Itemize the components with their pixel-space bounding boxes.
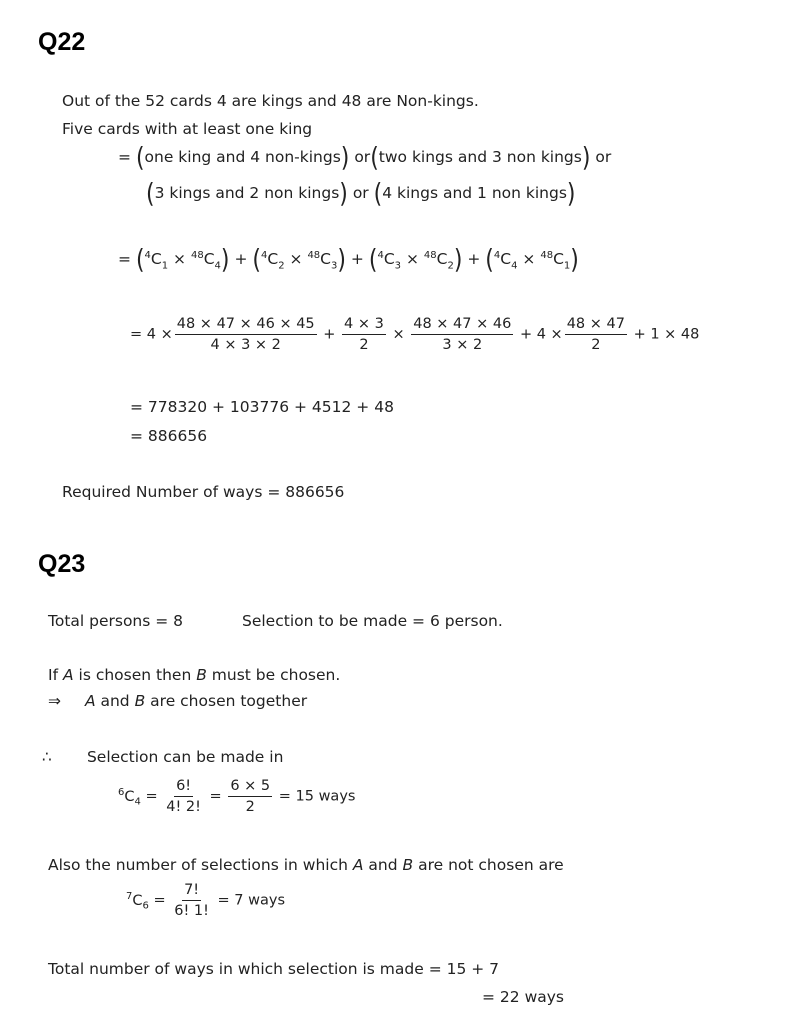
close-paren: ) bbox=[453, 245, 463, 276]
plus-sign: + bbox=[467, 250, 481, 268]
q22-title: Q22 bbox=[38, 28, 86, 56]
fraction-denominator: 6! 1! bbox=[174, 903, 209, 919]
comb-r: 2 bbox=[278, 260, 285, 272]
close-paren: ) bbox=[566, 179, 576, 210]
fraction-numerator: 48 × 47 × 46 bbox=[411, 316, 513, 335]
q23-7c6-line bbox=[126, 882, 285, 919]
plus-sign: + bbox=[350, 250, 364, 268]
comb-c: C bbox=[500, 250, 512, 268]
plus-sign: + bbox=[323, 326, 336, 343]
fraction-numerator: 4 × 3 bbox=[342, 316, 386, 335]
close-paren: ) bbox=[570, 245, 579, 276]
fraction-denominator: 2 bbox=[591, 337, 601, 353]
coefficient: 4 × bbox=[146, 326, 173, 343]
comb-c: C bbox=[203, 250, 215, 268]
var-b: B bbox=[134, 692, 146, 710]
comb-n: 7 bbox=[126, 890, 133, 902]
tail-term: + 1 × 48 bbox=[633, 326, 700, 343]
case-four-kings: 4 kings and 1 non kings bbox=[382, 184, 567, 202]
open-paren: ( bbox=[135, 245, 145, 276]
comb-r: 4 bbox=[511, 260, 518, 272]
open-paren: ( bbox=[370, 143, 379, 174]
fraction-4 bbox=[565, 316, 627, 353]
fraction-2 bbox=[342, 316, 386, 353]
q22-line-4 bbox=[146, 179, 576, 210]
comb-c: C bbox=[553, 250, 564, 268]
fraction-numerator: 7! bbox=[182, 882, 201, 901]
comb-r: 4 bbox=[214, 260, 221, 272]
comb-c: C bbox=[124, 788, 135, 805]
open-paren: ( bbox=[485, 245, 494, 276]
therefore-icon: ∴ bbox=[42, 748, 52, 766]
q22-answer-line: Required Number of ways = 886656 bbox=[62, 483, 345, 501]
fraction-6-factorial bbox=[164, 778, 203, 815]
or-word: or bbox=[354, 148, 371, 166]
comb-4c1 bbox=[145, 250, 169, 271]
fraction-denominator: 2 bbox=[245, 799, 255, 815]
text-not-chosen: are not chosen are bbox=[418, 856, 564, 874]
comb-c: C bbox=[383, 250, 395, 268]
q23-implies-line bbox=[48, 692, 307, 710]
close-paren: ) bbox=[339, 179, 348, 210]
var-a: A bbox=[352, 856, 364, 874]
comb-48c4 bbox=[191, 250, 221, 271]
equals-sign: = bbox=[118, 250, 131, 268]
comb-r: 3 bbox=[331, 260, 338, 272]
fraction-denominator: 4! 2! bbox=[166, 799, 201, 815]
comb-4c4 bbox=[494, 250, 518, 271]
times-sign: × bbox=[405, 250, 419, 268]
var-b: B bbox=[196, 666, 207, 684]
q23-also-line bbox=[48, 856, 564, 874]
close-paren: ) bbox=[220, 245, 230, 276]
var-a: A bbox=[84, 692, 96, 710]
comb-r: 6 bbox=[142, 900, 149, 912]
times-sign: × bbox=[289, 250, 303, 268]
comb-n: 4 bbox=[144, 249, 151, 261]
result-7-ways: = 7 ways bbox=[217, 892, 286, 909]
equals-sign: = bbox=[209, 788, 222, 805]
text-and: and bbox=[368, 856, 398, 874]
text-chosen-then: is chosen then bbox=[78, 666, 192, 684]
equals-sign: = bbox=[130, 326, 143, 343]
q23-6c4-line bbox=[118, 778, 355, 815]
comb-r: 3 bbox=[394, 260, 402, 272]
fraction-numerator: 6! bbox=[174, 778, 193, 797]
comb-48c3 bbox=[307, 250, 337, 271]
q22-sum-line: = 778320 + 103776 + 4512 + 48 bbox=[130, 398, 394, 416]
comb-n: 48 bbox=[423, 249, 437, 261]
fraction-3 bbox=[411, 316, 513, 353]
equals-sign: = bbox=[153, 892, 166, 909]
equals-sign: = bbox=[145, 788, 158, 805]
comb-r: 1 bbox=[161, 260, 169, 272]
times-sign: × bbox=[173, 250, 187, 268]
comb-n: 4 bbox=[260, 249, 268, 261]
comb-n: 6 bbox=[118, 786, 125, 798]
fraction-numerator: 48 × 47 bbox=[565, 316, 627, 335]
comb-r: 4 bbox=[134, 796, 141, 808]
fraction-denominator: 2 bbox=[359, 337, 369, 353]
comb-4c2 bbox=[261, 250, 285, 271]
fraction-denominator: 3 × 2 bbox=[442, 337, 483, 353]
comb-n: 48 bbox=[190, 249, 204, 261]
close-paren: ) bbox=[581, 143, 591, 174]
times-sign: × bbox=[522, 250, 536, 268]
or-word: or bbox=[595, 148, 612, 166]
q23-therefore-line bbox=[42, 748, 283, 766]
comb-r: 2 bbox=[447, 260, 454, 272]
q22-total-line: = 886656 bbox=[130, 427, 208, 445]
q23-condition-line bbox=[48, 666, 340, 684]
text-must-be-chosen: must be chosen. bbox=[211, 666, 341, 684]
result-15-ways: = 15 ways bbox=[278, 788, 356, 805]
q22-line-3 bbox=[118, 143, 612, 174]
plus-coefficient: + 4 × bbox=[519, 326, 563, 343]
comb-48c2 bbox=[424, 250, 454, 271]
fraction-numerator: 6 × 5 bbox=[228, 778, 272, 797]
text-also: Also the number of selections in which bbox=[48, 856, 348, 874]
comb-48c1 bbox=[540, 250, 570, 271]
case-one-king: one king and 4 non-kings bbox=[144, 148, 341, 166]
times-sign: × bbox=[392, 326, 405, 343]
text-and: and bbox=[100, 692, 130, 710]
q23-selection: Selection to be made = 6 person. bbox=[242, 612, 503, 630]
open-paren: ( bbox=[252, 245, 261, 276]
fraction-6x5 bbox=[228, 778, 272, 815]
text-chosen-together: are chosen together bbox=[150, 692, 308, 710]
plus-sign: + bbox=[234, 250, 248, 268]
var-b: B bbox=[402, 856, 414, 874]
comb-6c4 bbox=[118, 787, 141, 808]
q22-combination-line bbox=[118, 245, 579, 276]
comb-c: C bbox=[320, 250, 331, 268]
comb-4c3 bbox=[377, 250, 401, 271]
comb-c: C bbox=[267, 250, 279, 268]
comb-7c6 bbox=[126, 891, 149, 912]
comb-n: 4 bbox=[493, 249, 501, 261]
comb-n: 4 bbox=[377, 249, 384, 261]
case-three-kings: 3 kings and 2 non kings bbox=[154, 184, 340, 202]
var-a: A bbox=[62, 666, 74, 684]
fraction-numerator: 48 × 47 × 46 × 45 bbox=[175, 316, 317, 335]
q23-title: Q23 bbox=[38, 550, 86, 578]
close-paren: ) bbox=[337, 245, 346, 276]
implies-icon: ⇒ bbox=[48, 692, 61, 710]
fraction-7-factorial bbox=[172, 882, 211, 919]
q23-final-line-1: Total number of ways in which selection is made = 15 + 7 bbox=[48, 960, 500, 978]
close-paren: ) bbox=[340, 143, 350, 174]
or-word: or bbox=[352, 184, 369, 202]
open-paren: ( bbox=[135, 143, 145, 174]
fraction-denominator: 4 × 3 × 2 bbox=[210, 337, 281, 353]
open-paren: ( bbox=[368, 245, 378, 276]
comb-n: 48 bbox=[540, 249, 554, 261]
equals-sign: = bbox=[118, 148, 131, 166]
q23-final-line-2: = 22 ways bbox=[482, 988, 564, 1006]
comb-c: C bbox=[150, 250, 162, 268]
q22-line-2: Five cards with at least one king bbox=[62, 120, 313, 138]
open-paren: ( bbox=[373, 179, 383, 210]
q23-total-persons: Total persons = 8 bbox=[48, 612, 184, 630]
text-selection-made: Selection can be made in bbox=[86, 748, 284, 766]
q22-expanded-line bbox=[130, 316, 699, 353]
comb-n: 48 bbox=[307, 249, 321, 261]
q22-line-1: Out of the 52 cards 4 are kings and 48 are Non-kings. bbox=[62, 92, 479, 110]
text-if: If bbox=[48, 666, 59, 684]
open-paren: ( bbox=[146, 179, 155, 210]
fraction-1 bbox=[175, 316, 317, 353]
case-two-kings: two kings and 3 non kings bbox=[378, 148, 582, 166]
comb-r: 1 bbox=[563, 260, 571, 272]
comb-c: C bbox=[132, 892, 143, 909]
comb-c: C bbox=[436, 250, 448, 268]
